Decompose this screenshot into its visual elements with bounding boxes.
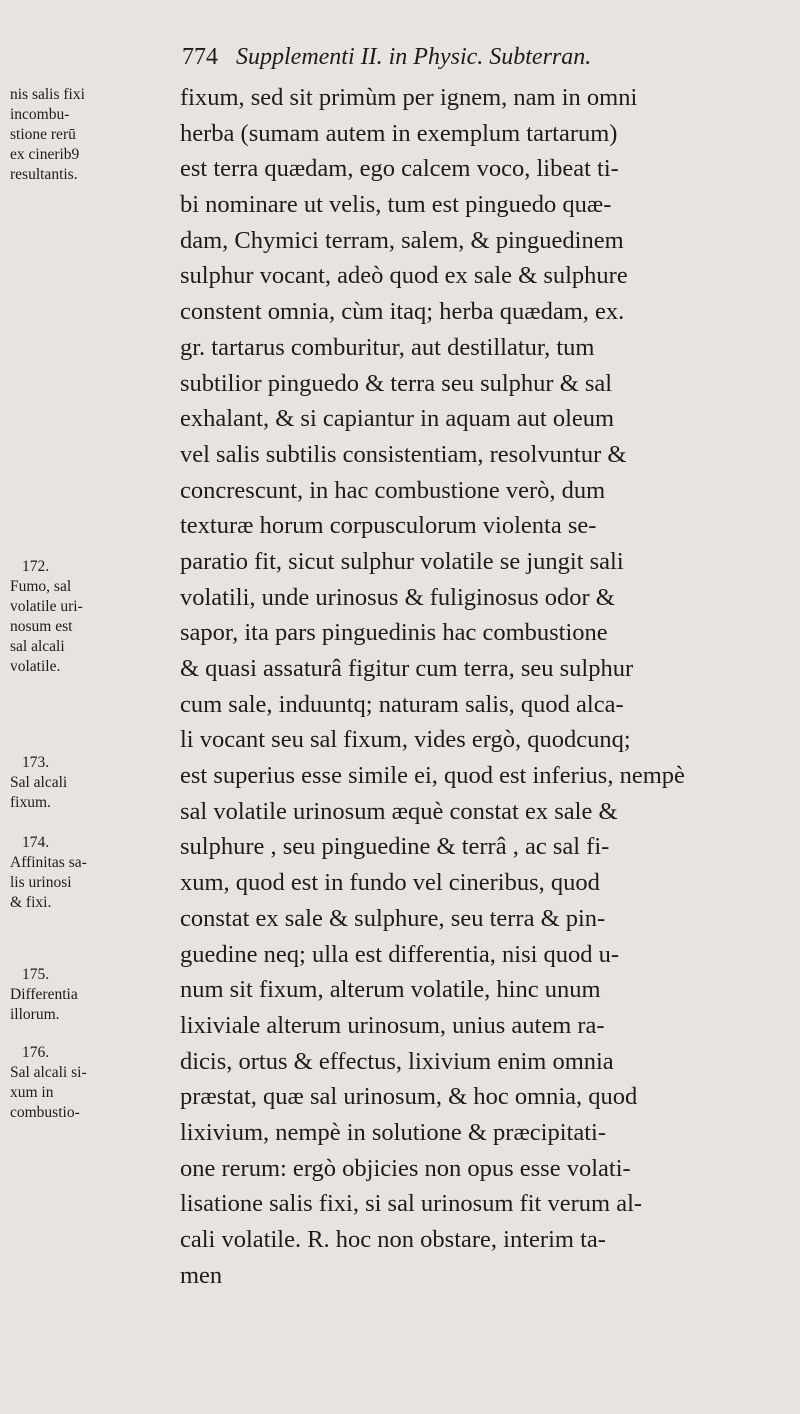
text-line: men bbox=[180, 1261, 223, 1289]
margin-note-line: illorum. bbox=[10, 1006, 60, 1023]
text-line: lixivium, nempè in solutione & præcipitati- bbox=[180, 1118, 606, 1146]
margin-note bbox=[10, 753, 175, 813]
text-line: one rerum: ergò objicies non opus esse volati- bbox=[180, 1154, 631, 1182]
margin-note-line: incombu- bbox=[10, 106, 70, 123]
text-line: guedine neq; ulla est differentia, nisi quod u- bbox=[180, 940, 620, 968]
margin-note-number: 176. bbox=[22, 1044, 50, 1061]
running-title: Supplementi II. in Physic. Subterran. bbox=[236, 44, 592, 70]
text-line: li vocant seu sal fixum, vides ergò, quodcunq; bbox=[180, 726, 631, 754]
margin-note-line: nosum est bbox=[10, 618, 73, 635]
text-line: texturæ horum corpusculorum violenta se- bbox=[180, 512, 597, 540]
text-line: xum, quod est in fundo vel cineribus, quod bbox=[180, 869, 600, 897]
text-line: exhalant, & si capiantur in aquam aut oleum bbox=[180, 405, 615, 433]
margin-note-number: 172. bbox=[22, 558, 50, 575]
text-line: cali volatile. R. hoc non obstare, interim ta- bbox=[180, 1226, 606, 1253]
text-line: est superius esse simile ei, quod est inferius, nempè bbox=[180, 762, 685, 790]
text-line: concrescunt, in hac combustione verò, dum bbox=[180, 476, 606, 504]
text-line: fixum, sed sit primùm per ignem, nam in omni bbox=[180, 84, 638, 111]
margin-note-line: ex cinerib9 bbox=[10, 146, 80, 163]
text-line: sapor, ita pars pinguedinis hac combustione bbox=[180, 619, 608, 647]
text-line: subtilior pinguedo & terra seu sulphur & sal bbox=[180, 369, 613, 397]
text-line: præstat, quæ sal urinosum, & hoc omnia, quod bbox=[180, 1083, 638, 1111]
text-line: gr. tartarus comburitur, aut destillatur, tum bbox=[180, 333, 595, 361]
margin-note-line: sal alcali bbox=[10, 638, 65, 655]
margin-note-line: stione rerū bbox=[10, 126, 76, 143]
margin-note-line: Sal alcali bbox=[10, 774, 68, 791]
margin-note-line: combustio- bbox=[10, 1104, 80, 1121]
margin-note bbox=[10, 85, 175, 185]
text-line: sal volatile urinosum æquè constat ex sale & bbox=[180, 797, 618, 825]
margin-note-line: resultantis. bbox=[10, 166, 78, 183]
margin-note bbox=[10, 965, 175, 1025]
text-line: sulphur vocant, adeò quod ex sale & sulphure bbox=[180, 262, 628, 290]
margin-note-line: Differentia bbox=[10, 986, 78, 1003]
margin-note-line: Sal alcali si- bbox=[10, 1064, 87, 1081]
text-line: num sit fixum, alterum volatile, hinc unum bbox=[180, 976, 601, 1004]
running-header bbox=[182, 44, 772, 78]
margin-note-line: lis urinosi bbox=[10, 874, 72, 891]
main-text-block bbox=[180, 80, 795, 1293]
margin-note-line: volatile. bbox=[10, 658, 61, 675]
text-line: paratio fit, sicut sulphur volatile se jungit sali bbox=[180, 547, 624, 575]
text-line: lisatione salis fixi, si sal urinosum fit verum al- bbox=[180, 1190, 643, 1218]
margin-note-line: nis salis fixi bbox=[10, 86, 85, 103]
text-line: dicis, ortus & effectus, lixivium enim omnia bbox=[180, 1047, 614, 1075]
text-line: sulphure , seu pinguedine & terrâ , ac sal fi- bbox=[180, 833, 610, 861]
text-line: est terra quædam, ego calcem voco, libeat ti- bbox=[180, 155, 619, 183]
page-number: 774 bbox=[182, 44, 218, 70]
text-line: lixiviale alterum urinosum, unius autem ra- bbox=[180, 1011, 605, 1039]
margin-note-line: volatile uri- bbox=[10, 598, 83, 615]
text-line: volatili, unde urinosus & fuliginosus odor & bbox=[180, 583, 615, 611]
margin-note bbox=[10, 833, 175, 913]
text-line: & quasi assaturâ figitur cum terra, seu sulphur bbox=[180, 655, 634, 682]
margin-note-number: 174. bbox=[22, 834, 50, 851]
margin-note-line: xum in bbox=[10, 1084, 54, 1101]
margin-note-line: & fixi. bbox=[10, 894, 52, 911]
text-line: constent omnia, cùm itaq; herba quædam, ex. bbox=[180, 298, 625, 326]
text-line: constat ex sale & sulphure, seu terra & pin- bbox=[180, 904, 606, 932]
margin-note-line: fixum. bbox=[10, 794, 51, 811]
margin-note-line: Affinitas sa- bbox=[10, 854, 87, 871]
margin-note bbox=[10, 1043, 175, 1123]
margin-note bbox=[10, 557, 175, 677]
text-line: vel salis subtilis consistentiam, resolvuntur & bbox=[180, 440, 627, 468]
text-line: cum sale, induuntq; naturam salis, quod alca- bbox=[180, 690, 624, 718]
text-line: herba (sumam autem in exemplum tartarum) bbox=[180, 119, 618, 147]
text-line: dam, Chymici terram, salem, & pinguedinem bbox=[180, 226, 624, 254]
text-line: bi nominare ut velis, tum est pinguedo quæ- bbox=[180, 191, 612, 219]
margin-note-number: 175. bbox=[22, 966, 50, 983]
margin-note-line: Fumo, sal bbox=[10, 578, 72, 595]
margin-note-number: 173. bbox=[22, 754, 50, 771]
